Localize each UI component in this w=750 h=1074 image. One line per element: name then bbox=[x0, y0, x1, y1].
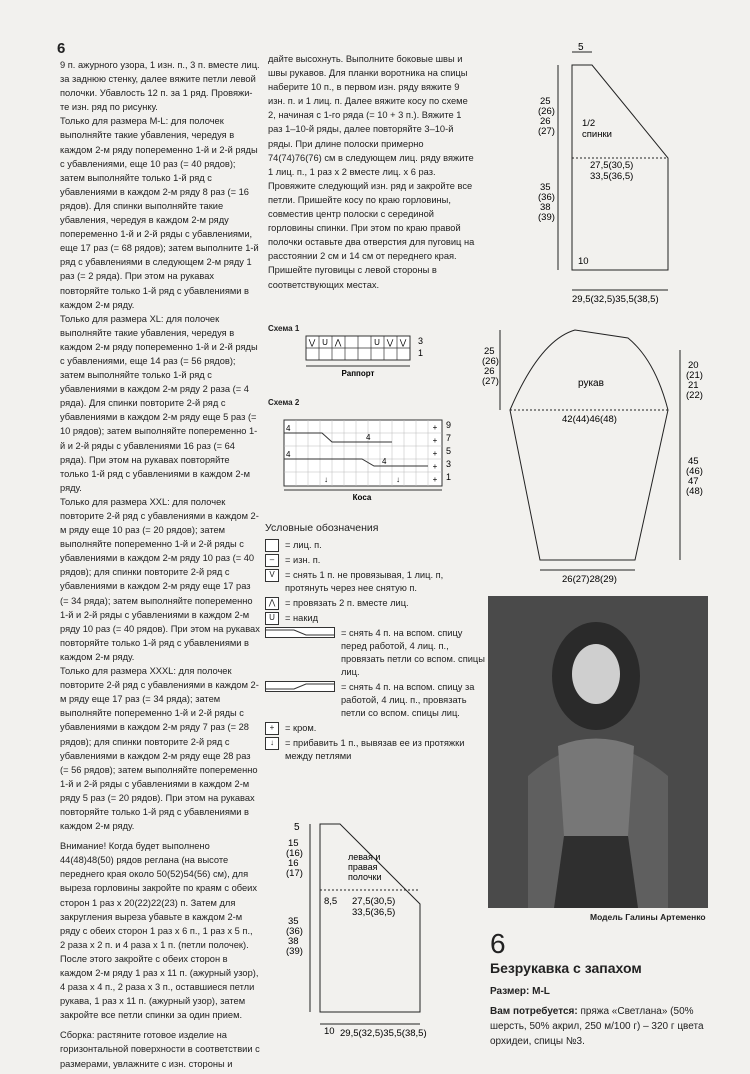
legend-symbol bbox=[265, 539, 279, 552]
legend-item bbox=[265, 722, 485, 735]
svg-text:+: + bbox=[432, 449, 438, 458]
svg-text:⋁: ⋁ bbox=[308, 338, 316, 347]
svg-text:20(21)21(22): 20 (21) 21 (22) bbox=[686, 360, 703, 401]
schema2-cell: 4 bbox=[382, 457, 387, 466]
legend-symbol: – bbox=[265, 554, 279, 567]
paragraph: Только для размера XXXL: для полочек повторите 2-й ряд с убавлениями в каждом 2-м ряду еще 17 раз (= 34 ряда); затем выполняйте попеременно 1-й и 2-й ряды с убавлениями в каждом 2-м ряду 7 раз (= 28 рядов); для спинки повторите 2-й ряд с убавлениями в каждом 2-м ряду еще 28 раз (= 56 рядов); затем выполняйте попеременно 1-й и 2-й ряды с убавлениями в каждом 2-м ряду 5 раз (= 20 рядов). При этом на рукавах повторяйте только 1-й ряд с убавлениями в каждом 2-м ряду. bbox=[60, 666, 259, 832]
materials-label: Вам потребуется: bbox=[490, 1006, 578, 1017]
svg-text:⋀: ⋀ bbox=[334, 338, 342, 347]
svg-text:29,5(32,5)35,5(38,5): 29,5(32,5)35,5(38,5) bbox=[340, 1028, 427, 1039]
schema2-row-label: 5 bbox=[446, 446, 452, 456]
sleeve-pattern-diagram bbox=[480, 320, 720, 590]
schema1-caption: Раппорт bbox=[341, 369, 375, 378]
svg-text:8,5: 8,5 bbox=[324, 896, 338, 907]
paragraph: Только для размера M-L: для полочек выполняйте такие убавления, чередуя в каждом 2-м ряду попеременно 1-й и 2-й ряды с убавлениями, еще 10 раз (= 40 рядов); затем выполняйте только 1-й ряд с убавлениями в каждом 2-м ряду 8 раз (= 16 рядов). Для спинки выполняйте такие убавления, чередуя в каждом 2-м ряду попеременно 1-й и 2-й ряды с убавлениями, еще 17 раз (= 68 рядов); затем выполните 1-й ряд с убавлениями в следующем 2-м ряду 1 раз (= 2 ряда). При этом на рукавах повторяйте только 1-й ряд с убавлениями в каждом 2-м ряду. bbox=[60, 116, 259, 310]
legend-text: = прибавить 1 п., вывязав ее из протяжки между петлями bbox=[285, 738, 465, 761]
materials-text: пряжа «Светлана» (50% шерсть, 50% акрил, 250 м/100 г) – 320 г цвета орхидеи, спицы №3. bbox=[490, 1006, 704, 1047]
model-photo bbox=[488, 596, 708, 908]
cable-back-symbol bbox=[265, 681, 335, 692]
model-title: Безрукавка с запахом bbox=[490, 960, 642, 976]
schema2-row-label: 7 bbox=[446, 433, 452, 443]
svg-text:левая иправаяполочки: левая и правая полочки bbox=[348, 852, 382, 882]
svg-text:+: + bbox=[432, 475, 438, 484]
schema2-row-label: 1 bbox=[446, 472, 452, 482]
svg-text:U: U bbox=[322, 338, 328, 347]
legend-text: = снять 4 п. на вспом. спицу за работой, 4 лиц. п., провязать петли со вспом. спицы лиц. bbox=[341, 682, 475, 718]
paragraph: Внимание! Когда будет выполнено 44(48)48(50) рядов реглана (на высоте переднего края около 50(52)54(56) см), для выреза горловины закройте по краям с обеих сторон 1 раз х 20(22)22(23) п. Затем для закругления выреза убавьте в каждом 2-м ряду с обеих сторон 1 раз х 6 п., 1 раз х 5 п., 2 раза х 2 п. и 4 раза х 1 п. (петли полочек). После этого закройте с обеих сторон в каждом 2-м ряду 1 раз х 11 п. (ажурный узор), 4 раза х 4 п., 2 раза х 3 п., оставшиеся петли рукава, 1 раз х 11 п. (ажурный узор), затем закройте все петли спинки за один прием. bbox=[60, 841, 259, 1021]
front-pattern-diagram bbox=[280, 812, 480, 1047]
legend-item bbox=[265, 554, 485, 567]
legend-item bbox=[265, 539, 485, 552]
paragraph: дайте высохнуть. Выполните боковые швы и швы рукавов. Для планки воротника на спицы наберите 10 п., в первом изн. ряду вяжите 9 изн. п. и 1 лиц. п. Далее вяжите косу по схеме 2, начиная с 1-го ряда (= 10 + 3 п.). Вяжите 1 раз 1–10-й ряды, далее повторяйте 3–10-й ряды. При длине полоски примерно 74(74)76(76) см в следующем лиц. ряду вяжите 1 лиц. п., 1 раз х 2 вместе лиц. х 6 раз. Провяжите следующий изн. ряд и закройте все петли. Пришейте косу по краю горловины, совместив центр полоски с серединой горловины спинки. При этом по краю правой полочки оставьте два отверстия для пуговиц на расстоянии 2 см и 14 см от переднего края. Пришейте пуговицы с левой стороны в соответствующих местах. bbox=[268, 54, 475, 290]
back-pattern-diagram bbox=[520, 40, 720, 310]
legend bbox=[265, 522, 485, 765]
svg-text:↓: ↓ bbox=[396, 475, 400, 484]
svg-text:10: 10 bbox=[324, 1026, 335, 1037]
svg-text:35(36)38(39): 35 (36) 38 (39) bbox=[286, 916, 303, 957]
svg-text:26(27)28(29): 26(27)28(29) bbox=[562, 574, 617, 585]
svg-text:27,5(30,5)33,5(36,5): 27,5(30,5) 33,5(36,5) bbox=[352, 896, 396, 918]
legend-title: Условные обозначения bbox=[265, 522, 379, 534]
legend-text: = снять 4 п. на вспом. спицу перед работой, 4 лиц. п., провязать петли со вспом. спицы лиц. bbox=[341, 628, 485, 677]
legend-item bbox=[265, 597, 485, 610]
schema2-cell: 4 bbox=[286, 424, 291, 433]
size-line bbox=[490, 986, 550, 997]
paragraph: 9 п. ажурного узора, 1 изн. п., 3 п. вместе лиц. за заднюю стенку, далее вяжите петли левой полочки. Убавлость 12 п. за 1 ряд. Провяжи-те изн. ряд по рисунку. bbox=[60, 60, 260, 113]
svg-text:1/2спинки: 1/2 спинки bbox=[582, 118, 612, 140]
svg-text:15(16)16(17): 15 (16) 16 (17) bbox=[286, 838, 303, 879]
legend-item bbox=[265, 627, 485, 679]
svg-text:↓: ↓ bbox=[324, 475, 328, 484]
instructions-column-2 bbox=[268, 52, 478, 292]
svg-text:42(44)46(48): 42(44)46(48) bbox=[562, 414, 617, 425]
model-number: 6 bbox=[490, 928, 506, 959]
schema2-cell: 4 bbox=[286, 450, 291, 459]
legend-text: = провязать 2 п. вместе лиц. bbox=[285, 598, 409, 608]
legend-item bbox=[265, 612, 485, 625]
schema1-title: Схема 1 bbox=[268, 324, 300, 333]
legend-symbol: + bbox=[265, 722, 279, 735]
svg-text:25(26)26(27): 25 (26) 26 (27) bbox=[482, 346, 499, 387]
svg-text:⋁: ⋁ bbox=[399, 338, 407, 347]
svg-text:5: 5 bbox=[294, 822, 300, 833]
svg-text:29,5(32,5)35,5(38,5): 29,5(32,5)35,5(38,5) bbox=[572, 294, 659, 305]
schema2-row-label: 3 bbox=[446, 459, 452, 469]
legend-text: = кром. bbox=[285, 723, 317, 733]
legend-text: = изн. п. bbox=[285, 555, 321, 565]
schema2-title: Схема 2 bbox=[268, 398, 300, 407]
svg-text:⋁: ⋁ bbox=[386, 338, 394, 347]
svg-text:U: U bbox=[374, 338, 380, 347]
schema1-row-label: 1 bbox=[418, 348, 424, 358]
svg-text:45(46)47(48): 45 (46) 47 (48) bbox=[686, 456, 703, 497]
svg-text:+: + bbox=[432, 462, 438, 471]
size-value: M-L bbox=[532, 986, 550, 997]
legend-text: = снять 1 п. не провязывая, 1 лиц. п, протянуть через нее снятую п. bbox=[285, 570, 444, 593]
svg-text:+: + bbox=[432, 423, 438, 432]
svg-text:35(36)38(39): 35 (36) 38 (39) bbox=[538, 182, 555, 223]
paragraph: Только для размера XL: для полочек выполняйте такие убавления, чередуя в каждом 2-м ряду попеременно 1-й и 2-й ряды с убавлениями, еще 14 раз (= 56 рядов); затем выполняйте только 1-й ряд с убавлениями в каждом 2-м ряду 2 раза (= 4 ряда). Для спинки повторите 2-й ряд с убавлениями в каждом 2-м ряду еще 5 раз (= 10 рядов); затем выполняйте попеременно 1-й и 2-й ряды с убавлениями 16 раз (= 64 ряда). При этом на рукавах повторяйте только 1-й ряд с убавлениями в каждом 2-м ряду. bbox=[60, 313, 258, 493]
size-label: Размер: bbox=[490, 986, 530, 997]
legend-symbol: ↓ bbox=[265, 737, 279, 750]
legend-text: = лиц. п. bbox=[285, 540, 322, 550]
page-number: 6 bbox=[57, 40, 66, 57]
schema2-cell: 4 bbox=[366, 433, 371, 442]
legend-text: = накид bbox=[285, 613, 319, 623]
paragraph: Сборка: растяните готовое изделие на горизонтальной поверхности в соответствии с размерами, увлажните с изн. стороны и bbox=[60, 1030, 260, 1069]
svg-text:+: + bbox=[432, 436, 438, 445]
legend-item bbox=[265, 737, 485, 763]
legend-item bbox=[265, 681, 485, 720]
svg-text:27,5(30,5)33,5(36,5): 27,5(30,5) 33,5(36,5) bbox=[590, 160, 634, 182]
materials-line bbox=[490, 1004, 715, 1049]
legend-symbol: U bbox=[265, 612, 279, 625]
schema2-chart bbox=[282, 418, 462, 502]
svg-text:5: 5 bbox=[578, 42, 584, 53]
paragraph: Только для размера XXL: для полочек повторите 2-й ряд с убавлениями в каждом 2-м ряду еще 10 раз (= 20 рядов); затем выполняйте попеременно 1-й и 2-й ряды с убавлениями в каждом 2-м ряду 10 раз (= 40 рядов); для спинки повторите 2-й ряд с убавлениями в каждом 2-м ряду еще 17 раз (= 34 ряда); затем выполняйте попеременно 1-й и 2-й ряды с убавлениями в каждом 2-м ряду 10 раз (= 40 рядов). При этом на рукавах повторяйте только 1-й ряд с убавлениями в каждом 2-м ряду. bbox=[60, 496, 260, 662]
schema1-row-label: 3 bbox=[418, 336, 424, 346]
schema2-row-label: 9 bbox=[446, 420, 452, 430]
svg-text:рукав: рукав bbox=[578, 378, 604, 389]
legend-item bbox=[265, 569, 485, 595]
legend-symbol: V bbox=[265, 569, 279, 582]
svg-text:10: 10 bbox=[578, 256, 589, 267]
photo-caption: Модель Галины Артеменко bbox=[590, 912, 706, 922]
svg-text:25(26)26(27): 25 (26) 26 (27) bbox=[538, 96, 555, 137]
schema1-chart bbox=[300, 334, 440, 378]
legend-symbol: ⋀ bbox=[265, 597, 279, 610]
schema2-caption: Коса bbox=[352, 493, 372, 502]
instructions-column-1 bbox=[60, 44, 260, 1071]
cable-front-symbol bbox=[265, 627, 335, 638]
